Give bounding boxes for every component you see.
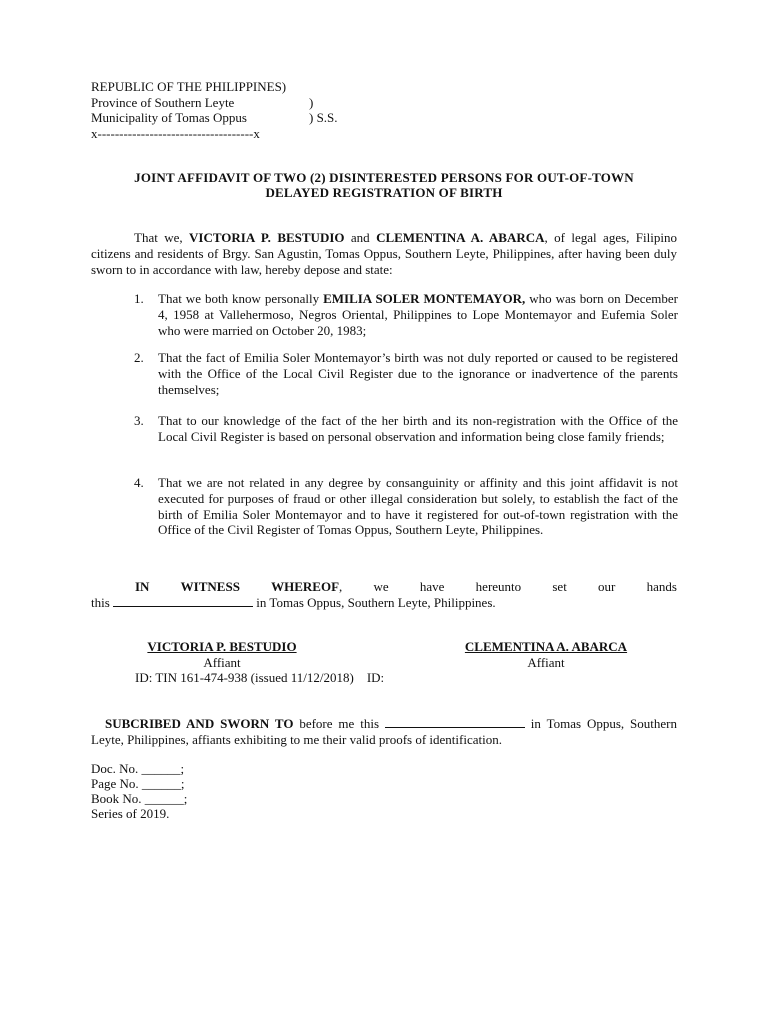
- affiant-2-id: ID:: [366, 670, 385, 685]
- intro-rest: , of legal ages, Filipino citizens and residents of Brgy. San Agustin, Tomas Oppus, Southern Leyte, Philippines, after having been duly sworn to in accordance with law, hereby depose and state:: [91, 230, 677, 277]
- list-item: [134, 291, 678, 338]
- affiant-1-label: Affiant: [203, 655, 241, 670]
- affiant-ids: [135, 670, 384, 686]
- date-blank: [113, 595, 253, 607]
- item-1-subject: EMILIA SOLER MONTEMAYOR,: [323, 291, 526, 306]
- list-item: [134, 350, 678, 397]
- caption-municipality: Municipality of Tomas Oppus: [91, 110, 247, 125]
- caption-republic: REPUBLIC OF THE PHILIPPINES): [91, 79, 287, 94]
- item-number: 2.: [134, 350, 144, 365]
- jurat-date-blank: [385, 716, 525, 728]
- caption-province: Province of Southern Leyte: [91, 94, 235, 110]
- list-item: [134, 475, 678, 538]
- jurat-post: in Tomas Oppus, Southern Leyte, Philippines, affiants exhibiting to me their valid proofs of identification.: [91, 716, 677, 747]
- signature-block-1: [122, 639, 322, 671]
- intro-affiant-2: CLEMENTINA A. ABARCA: [376, 230, 545, 245]
- witness-word: hereunto: [475, 579, 522, 594]
- item-text: [158, 291, 678, 338]
- caption-paren: ): [309, 94, 314, 110]
- witness-word: WHEREOF: [271, 579, 340, 594]
- witness-word: set: [552, 579, 567, 594]
- witness-word: WITNESS: [180, 579, 240, 594]
- caption-ss: ) S.S.: [309, 110, 338, 125]
- title-line-2: DELAYED REGISTRATION OF BIRTH: [265, 185, 503, 200]
- item-text: That we are not related in any degree by consanguinity or affinity and this joint affidavit is not executed for purposes of fraud or other illegal consideration but solely, to establish the fact of the birth of Emilia Soler Montemayor and to have it registered for out-of-town registration with the Office of the Civil Register of Tomas Oppus, Southern Leyte, Philippines.: [158, 475, 678, 538]
- item-1-post: who was born on December 4, 1958 at Vallehermoso, Negros Oriental, Philippines to Lope Montemayor and Eufemia Soler who were married on October 20, 1983;: [158, 291, 679, 338]
- jurat-pre: before me this: [293, 716, 385, 731]
- intro-paragraph: [91, 230, 677, 277]
- doc-no: Doc. No. ______;: [91, 761, 185, 776]
- jurat-heading: SUBCRIBED AND SWORN TO: [105, 716, 294, 731]
- witness-word: hands: [646, 579, 677, 594]
- witness-this: this: [91, 595, 114, 610]
- page-no: Page No. ______;: [91, 776, 185, 791]
- affiant-1-name: VICTORIA P. BESTUDIO: [147, 639, 297, 654]
- title-line-1: JOINT AFFIDAVIT OF TWO (2) DISINTERESTED PERSONS FOR OUT-OF-TOWN: [134, 170, 634, 185]
- witness-word: IN: [135, 579, 150, 594]
- item-number: 4.: [134, 475, 144, 490]
- witness-place: in Tomas Oppus, Southern Leyte, Philippines.: [253, 595, 496, 610]
- venue-caption: [91, 79, 338, 141]
- intro-and: and: [344, 230, 377, 245]
- series-year: Series of 2019.: [91, 806, 170, 821]
- item-text: That to our knowledge of the fact of the her birth and its non-registration with the Office of the Local Civil Register is based on personal observation and information being close family friends;: [158, 413, 678, 444]
- item-number: 3.: [134, 413, 144, 428]
- affiant-2-name: CLEMENTINA A. ABARCA: [464, 639, 628, 654]
- document-title: [60, 170, 708, 200]
- witness-word: have: [419, 579, 445, 594]
- item-text: That the fact of Emilia Soler Montemayor’s birth was not duly reported or caused to be registered with the Office of the Local Civil Register due to the ignorance or inadvertence of the parents themselves;: [158, 350, 678, 397]
- affiant-2-label: Affiant: [527, 655, 565, 670]
- witness-word: we: [373, 579, 389, 594]
- intro-affiant-1: VICTORIA P. BESTUDIO: [189, 230, 345, 245]
- item-number: 1.: [134, 291, 144, 306]
- signature-block-2: [446, 639, 646, 671]
- witness-word: our: [598, 579, 616, 594]
- witness-clause: [91, 579, 677, 611]
- notarial-register: [91, 761, 187, 821]
- caption-separator: x------------------------------------x: [91, 125, 260, 141]
- affiant-1-id: ID: TIN 161-474-938 (issued 11/12/2018): [135, 670, 354, 685]
- intro-prefix: That we,: [134, 230, 190, 245]
- jurat-paragraph: [91, 716, 677, 748]
- list-item: [134, 413, 678, 445]
- item-1-pre: That we both know personally: [158, 291, 324, 306]
- witness-comma: ,: [339, 579, 343, 594]
- book-no: Book No. ______;: [91, 791, 188, 806]
